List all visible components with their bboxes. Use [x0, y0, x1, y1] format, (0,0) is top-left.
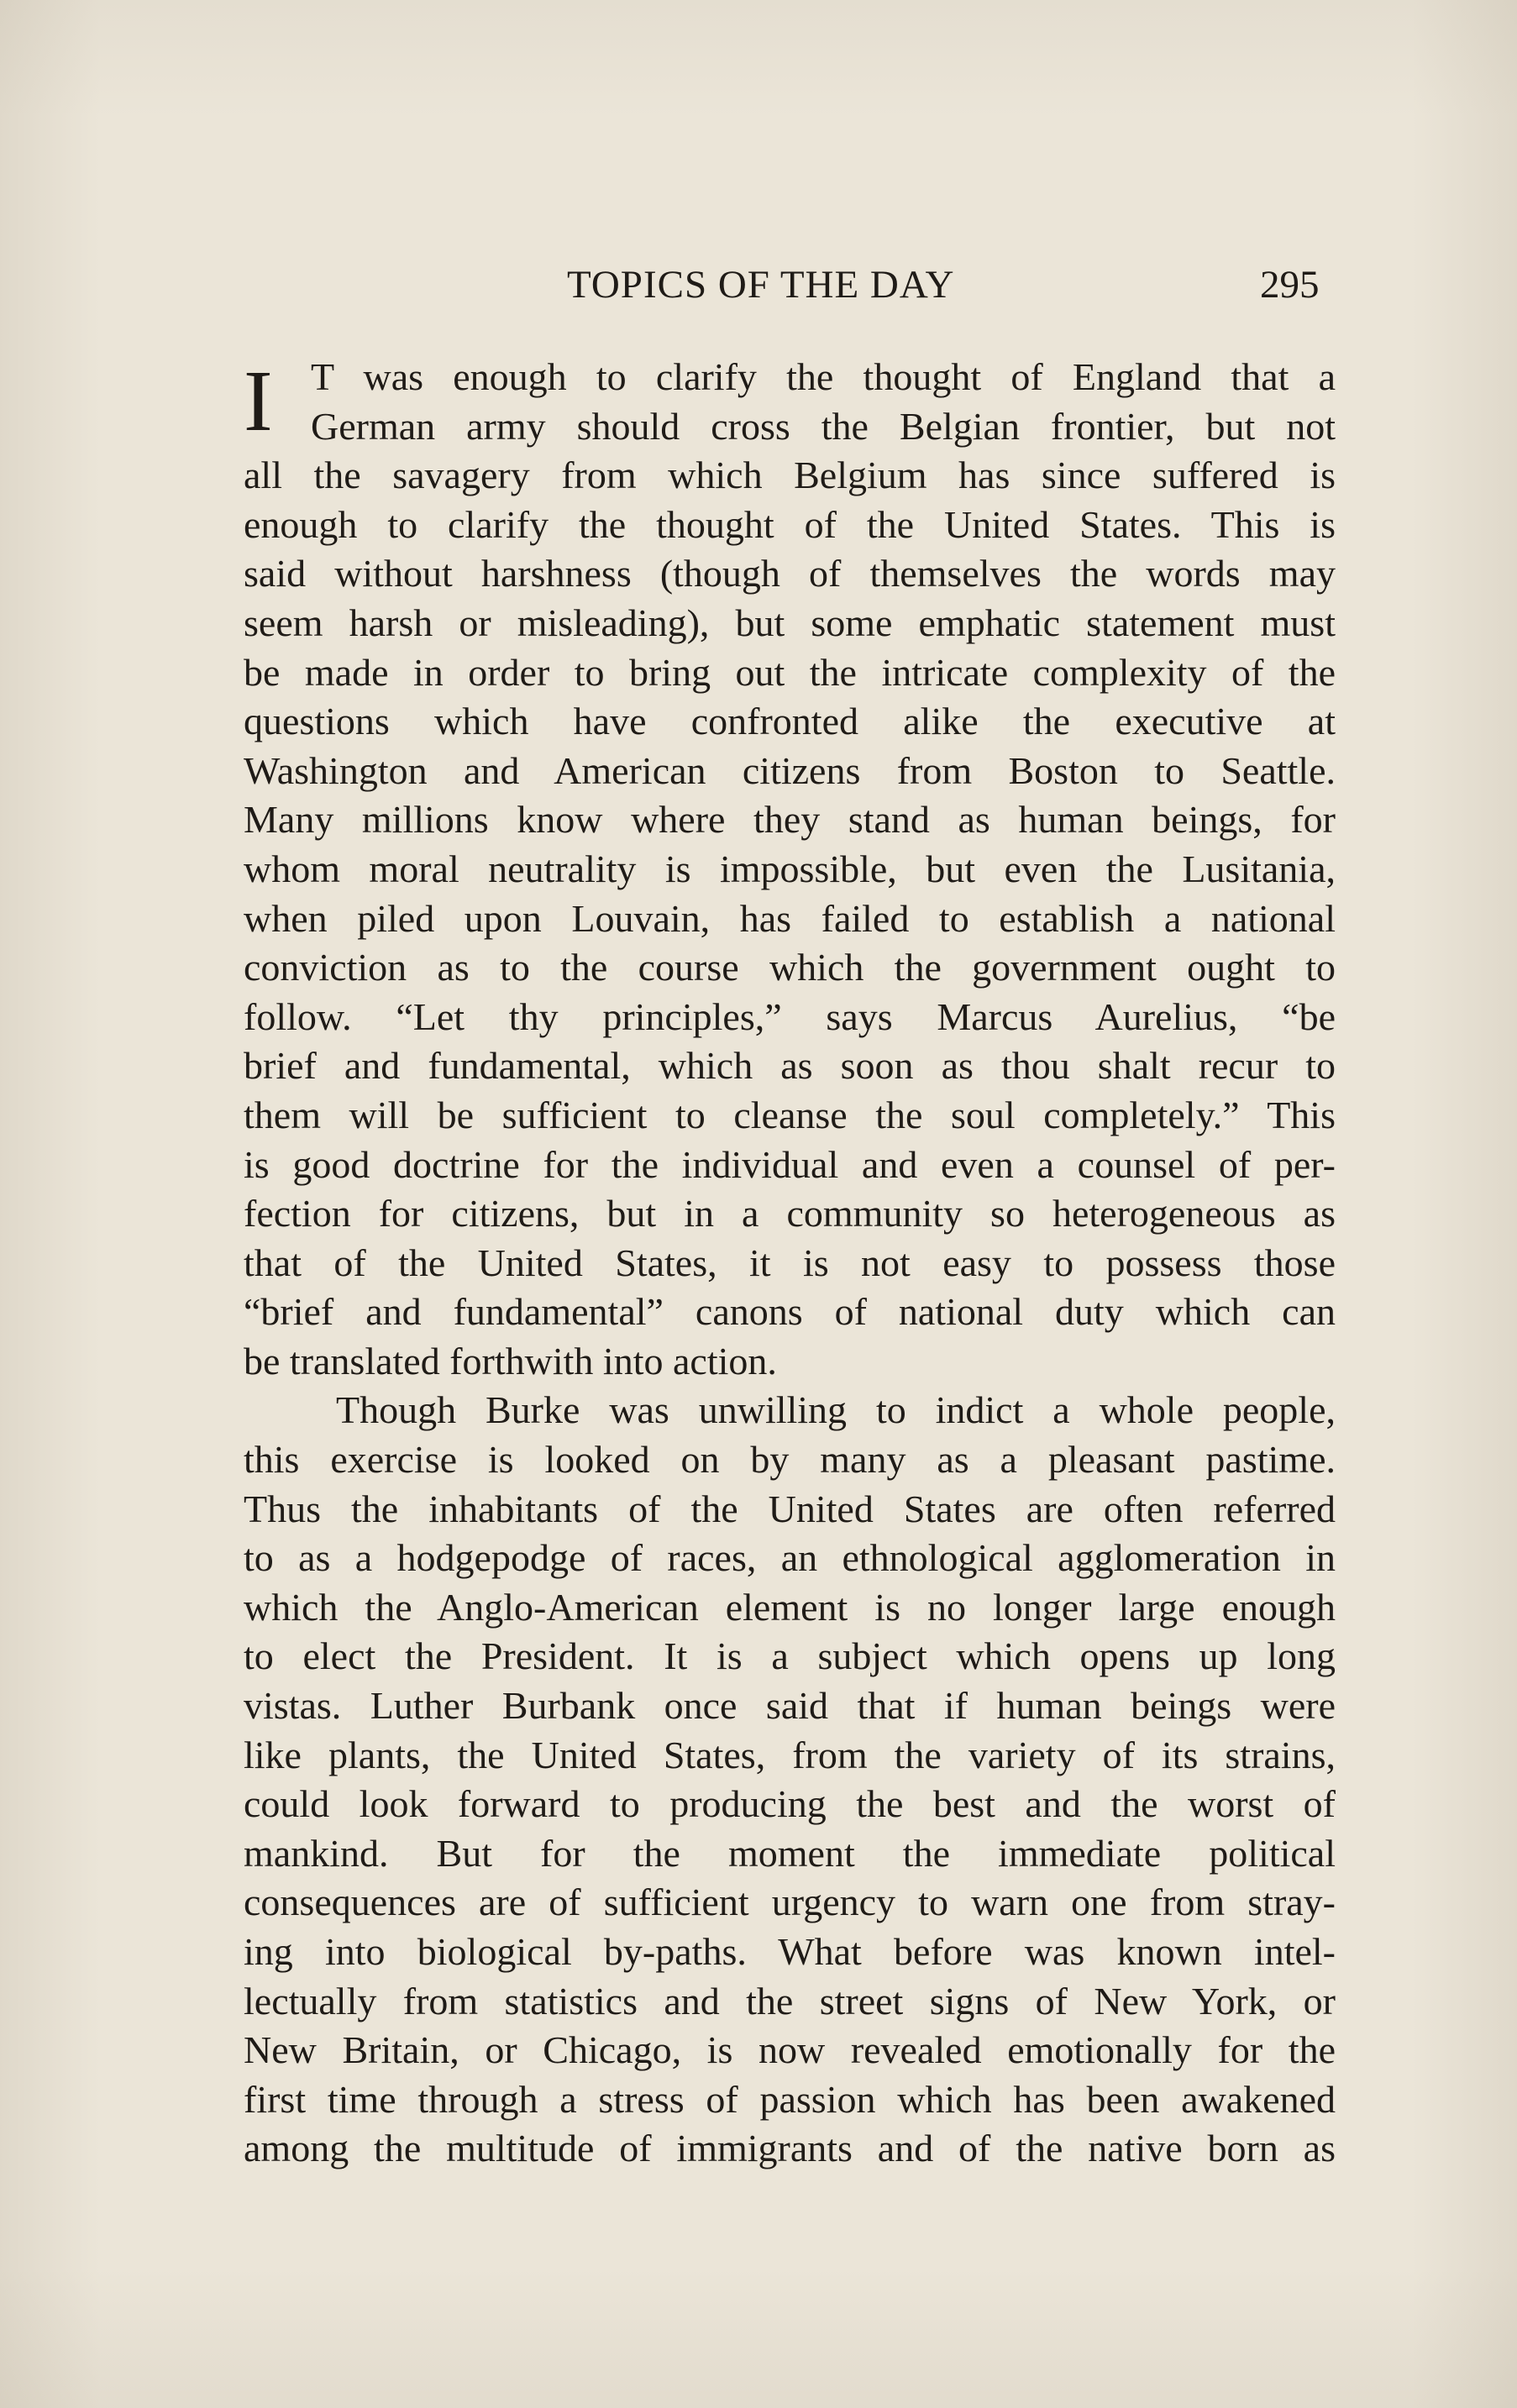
page-number: 295: [1260, 263, 1320, 307]
text-line: be made in order to bring out the intricate complexity of the: [244, 650, 1336, 694]
text-line: seem harsh or misleading), but some emphatic statement must: [244, 601, 1336, 644]
text-line: them will be sufficient to cleanse the soul completely.” This: [244, 1093, 1336, 1136]
text-line: whom moral neutrality is impossible, but even the Lusitania,: [244, 847, 1336, 890]
text-line: like plants, the United States, from the variety of its strains,: [244, 1733, 1336, 1776]
text-line: Though Burke was unwilling to indict a whole people,: [336, 1388, 1336, 1432]
text-line: this exercise is looked on by many as a pleasant pastime.: [244, 1438, 1336, 1482]
text-line: brief and fundamental, which as soon as thou shalt recur to: [244, 1044, 1336, 1088]
text-line: lectually from statistics and the street signs of New York, or: [244, 1979, 1336, 2022]
text-line: that of the United States, it is not easy to possess those: [244, 1241, 1336, 1284]
text-line: to as a hodgepodge of races, an ethnological agglomeration in: [244, 1536, 1336, 1580]
body-text: [244, 353, 1336, 2174]
text-line: Washington and American citizens from Boston to Seattle.: [244, 748, 1336, 792]
text-line: all the savagery from which Belgium has since suffered is: [244, 454, 1336, 497]
drop-cap: I: [244, 353, 273, 449]
text-line: fection for citizens, but in a community so heterogeneous as: [244, 1192, 1336, 1235]
text-line: questions which have confronted alike the executive at: [244, 700, 1336, 743]
text-line: first time through a stress of passion which has been awakened: [244, 2077, 1336, 2121]
text-line: ing into biological by-paths. What before was known intel-: [244, 1930, 1336, 1973]
text-line: Many millions know where they stand as human beings, for: [244, 798, 1336, 842]
text-line: T was enough to clarify the thought of England that a: [311, 355, 1336, 398]
page-header: [244, 262, 1336, 312]
text-line: vistas. Luther Burbank once said that if human beings were: [244, 1684, 1336, 1728]
text-line: conviction as to the course which the government ought to: [244, 946, 1336, 989]
text-line: German army should cross the Belgian frontier, but not: [311, 404, 1336, 448]
text-line: enough to clarify the thought of the United States. This is: [244, 502, 1336, 546]
text-line: when piled upon Louvain, has failed to establish a national: [244, 896, 1336, 940]
text-line: follow. “Let thy principles,” says Marcus Aurelius, “be: [244, 994, 1336, 1038]
text-line: could look forward to producing the best and the worst of: [244, 1782, 1336, 1826]
text-line: which the Anglo-American element is no longer large enough: [244, 1585, 1336, 1629]
text-line: be translated forthwith into action.: [244, 1339, 777, 1382]
text-line: said without harshness (though of themselves the words may: [244, 552, 1336, 595]
text-line: to elect the President. It is a subject which opens up long: [244, 1634, 1336, 1678]
text-line: among the multitude of immigrants and of the native born as: [244, 2127, 1336, 2170]
text-line: New Britain, or Chicago, is now revealed emotionally for the: [244, 2028, 1336, 2072]
text-line: mankind. But for the moment the immediate political: [244, 1831, 1336, 1875]
text-line: is good doctrine for the individual and even a counsel of per-: [244, 1142, 1336, 1186]
text-line: consequences are of sufficient urgency to warn one from stray-: [244, 1881, 1336, 1924]
text-line: “brief and fundamental” canons of national duty which can: [244, 1290, 1336, 1334]
text-line: Thus the inhabitants of the United States are often referred: [244, 1487, 1336, 1530]
running-head: TOPICS OF THE DAY: [567, 263, 955, 307]
